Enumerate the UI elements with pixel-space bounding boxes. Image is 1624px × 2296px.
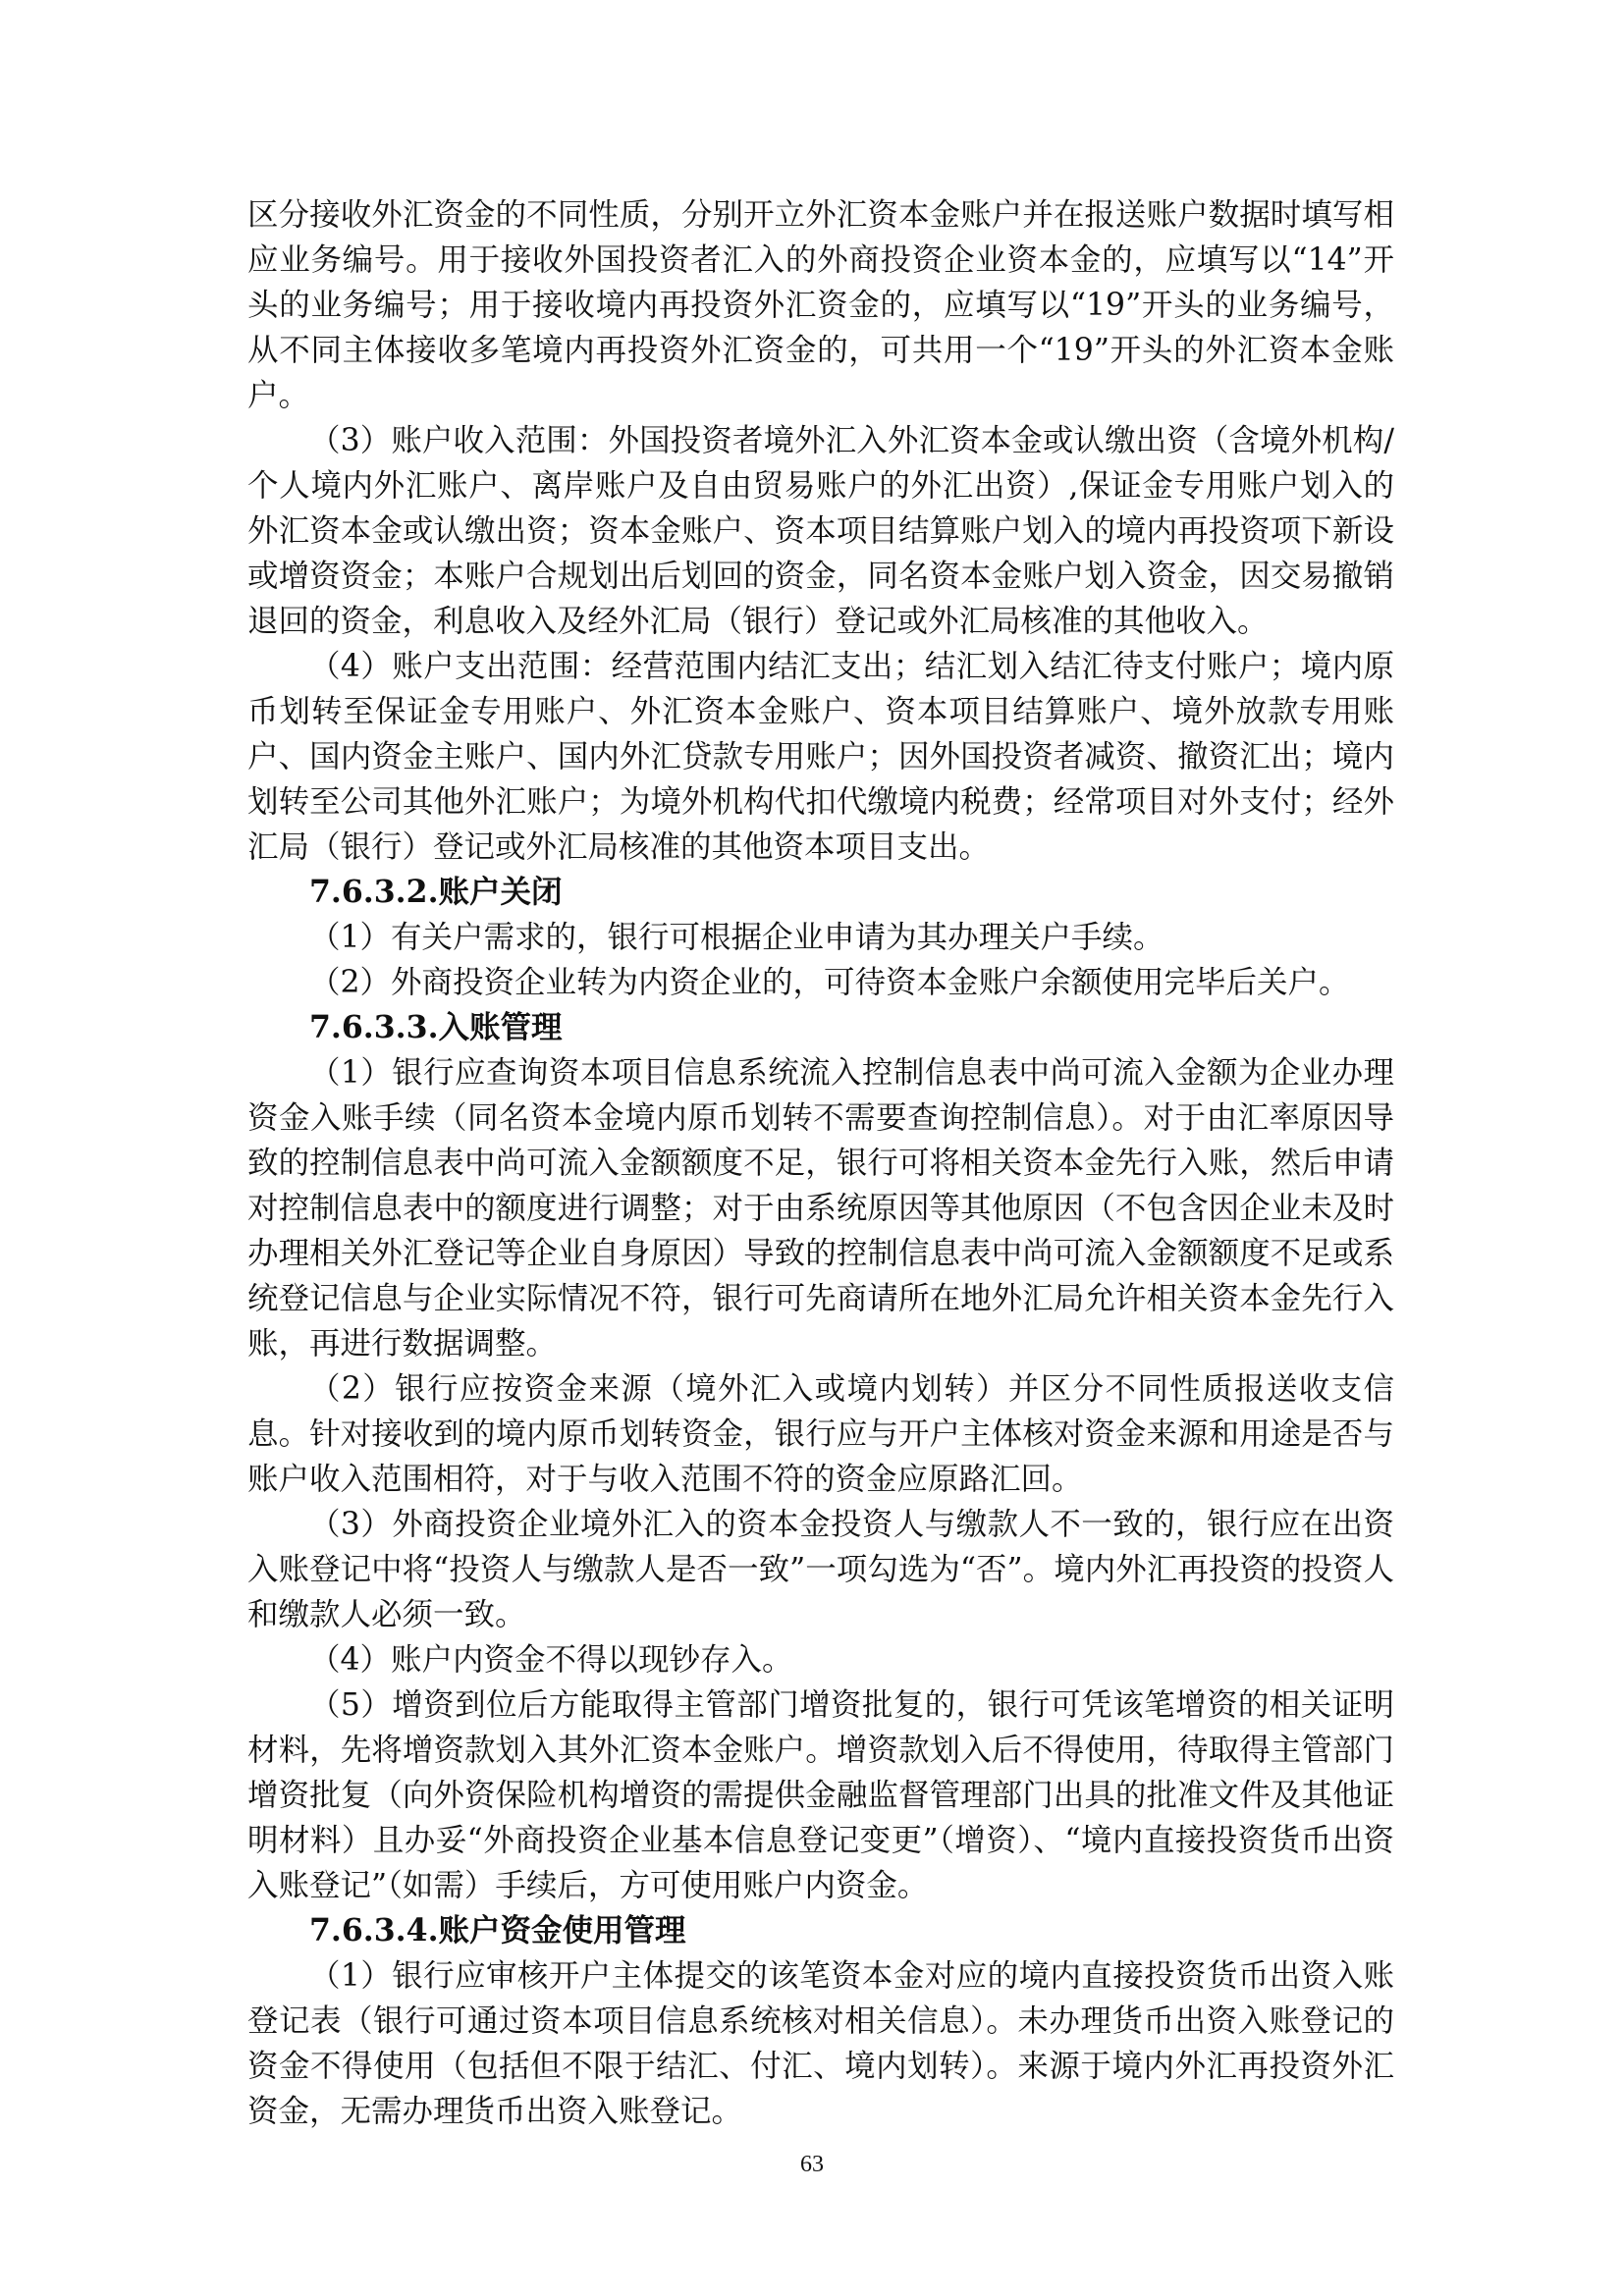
paragraph-account-opening-continued: 区分接收外汇资金的不同性质，分别开立外汇资本金账户并在报送账户数据时填写相应业务编号。用于接收外国投资者汇入的外商投资企业资本金的，应填写以“14”开头的业务编号；用于接收境内再投资外汇资金的，应填写以“19”开头的业务编号，从不同主体接收多笔境内再投资外汇资金的，可共用一个“19”开头的外汇资本金账户。 — [247, 197, 1394, 413]
section-heading-entry-management: 7.6.3.3.入账管理 — [309, 1009, 563, 1045]
paragraph-entry-item-2: （2）银行应按资金来源（境外汇入或境内划转）并区分不同性质报送收支信息。针对接收到的境内原币划转资金，银行应与开户主体核对资金来源和用途是否与账户收入范围相符，对于与收入范围不符的资金应原路汇回。 — [247, 1371, 1394, 1497]
paragraph-entry-item-4: （4）账户内资金不得以现钞存入。 — [309, 1642, 793, 1678]
paragraph-closing-item-1: （1）有关户需求的，银行可根据企业申请为其办理关户手续。 — [309, 920, 1164, 955]
paragraph-entry-item-1: （1）银行应查询资本项目信息系统流入控制信息表中尚可流入金额为企业办理资金入账手续（同名资本金境内原币划转不需要查询控制信息）。对于由汇率原因导致的控制信息表中尚可流入金额额度不足，银行可将相关资本金先行入账，然后申请对控制信息表中的额度进行调整；对于由系统原因等其他原因（不包含因企业未及时办理相关外汇登记等企业自身原因）导致的控制信息表中尚可流入金额额度不足或系统登记信息与企业实际情况不符，银行可先商请所在地外汇局允许相关资本金先行入账，再进行数据调整。 — [247, 1055, 1394, 1362]
paragraph-entry-item-3: （3）外商投资企业境外汇入的资本金投资人与缴款人不一致的，银行应在出资入账登记中将“投资人与缴款人是否一致”一项勾选为“否”。境内外汇再投资的投资人和缴款人必须一致。 — [247, 1507, 1394, 1632]
paragraph-expenditure-scope: （4）账户支出范围：经营范围内结汇支出；结汇划入结汇待支付账户；境内原币划转至保证金专用账户、外汇资本金账户、资本项目结算账户、境外放款专用账户、国内资金主账户、国内外汇贷款专用账户；因外国投资者减资、撤资汇出；境内划转至公司其他外汇账户；为境外机构代扣代缴境内税费；经常项目对外支付；经外汇局（银行）登记或外汇局核准的其他资本项目支出。 — [247, 649, 1394, 865]
paragraph-closing-item-2: （2）外商投资企业转为内资企业的，可待资本金账户余额使用完毕后关户。 — [309, 965, 1350, 1000]
paragraph-entry-item-5: （5）增资到位后方能取得主管部门增资批复的，银行可凭该笔增资的相关证明材料，先将增资款划入其外汇资本金账户。增资款划入后不得使用，待取得主管部门增资批复（向外资保险机构增资的需提供金融监督管理部门出具的批准文件及其他证明材料）且办妥“外商投资企业基本信息登记变更”（增资）、“境内直接投资货币出资入账登记”（如需）手续后，方可使用账户内资金。 — [247, 1687, 1394, 1903]
page-number: 63 — [800, 2152, 824, 2177]
section-heading-fund-usage-management: 7.6.3.4.账户资金使用管理 — [309, 1912, 686, 1949]
paragraph-income-scope: （3）账户收入范围：外国投资者境外汇入外汇资本金或认缴出资（含境外机构/个人境内外汇账户、离岸账户及自由贸易账户的外汇出资）,保证金专用账户划入的外汇资本金或认缴出资；资本金账户、资本项目结算账户划入的境内再投资项下新设或增资资金；本账户合规划出后划回的资金，同名资本金账户划入资金，因交易撤销退回的资金，利息收入及经外汇局（银行）登记或外汇局核准的其他收入。 — [247, 423, 1394, 639]
paragraph-usage-item-1: （1）银行应审核开户主体提交的该笔资本金对应的境内直接投资货币出资入账登记表（银行可通过资本项目信息系统核对相关信息）。未办理货币出资入账登记的资金不得使用（包括但不限于结汇、付汇、境内划转）。来源于境内外汇再投资外汇资金，无需办理货币出资入账登记。 — [247, 1958, 1394, 2129]
section-heading-account-closing: 7.6.3.2.账户关闭 — [309, 874, 563, 910]
document-body — [247, 192, 1394, 2134]
